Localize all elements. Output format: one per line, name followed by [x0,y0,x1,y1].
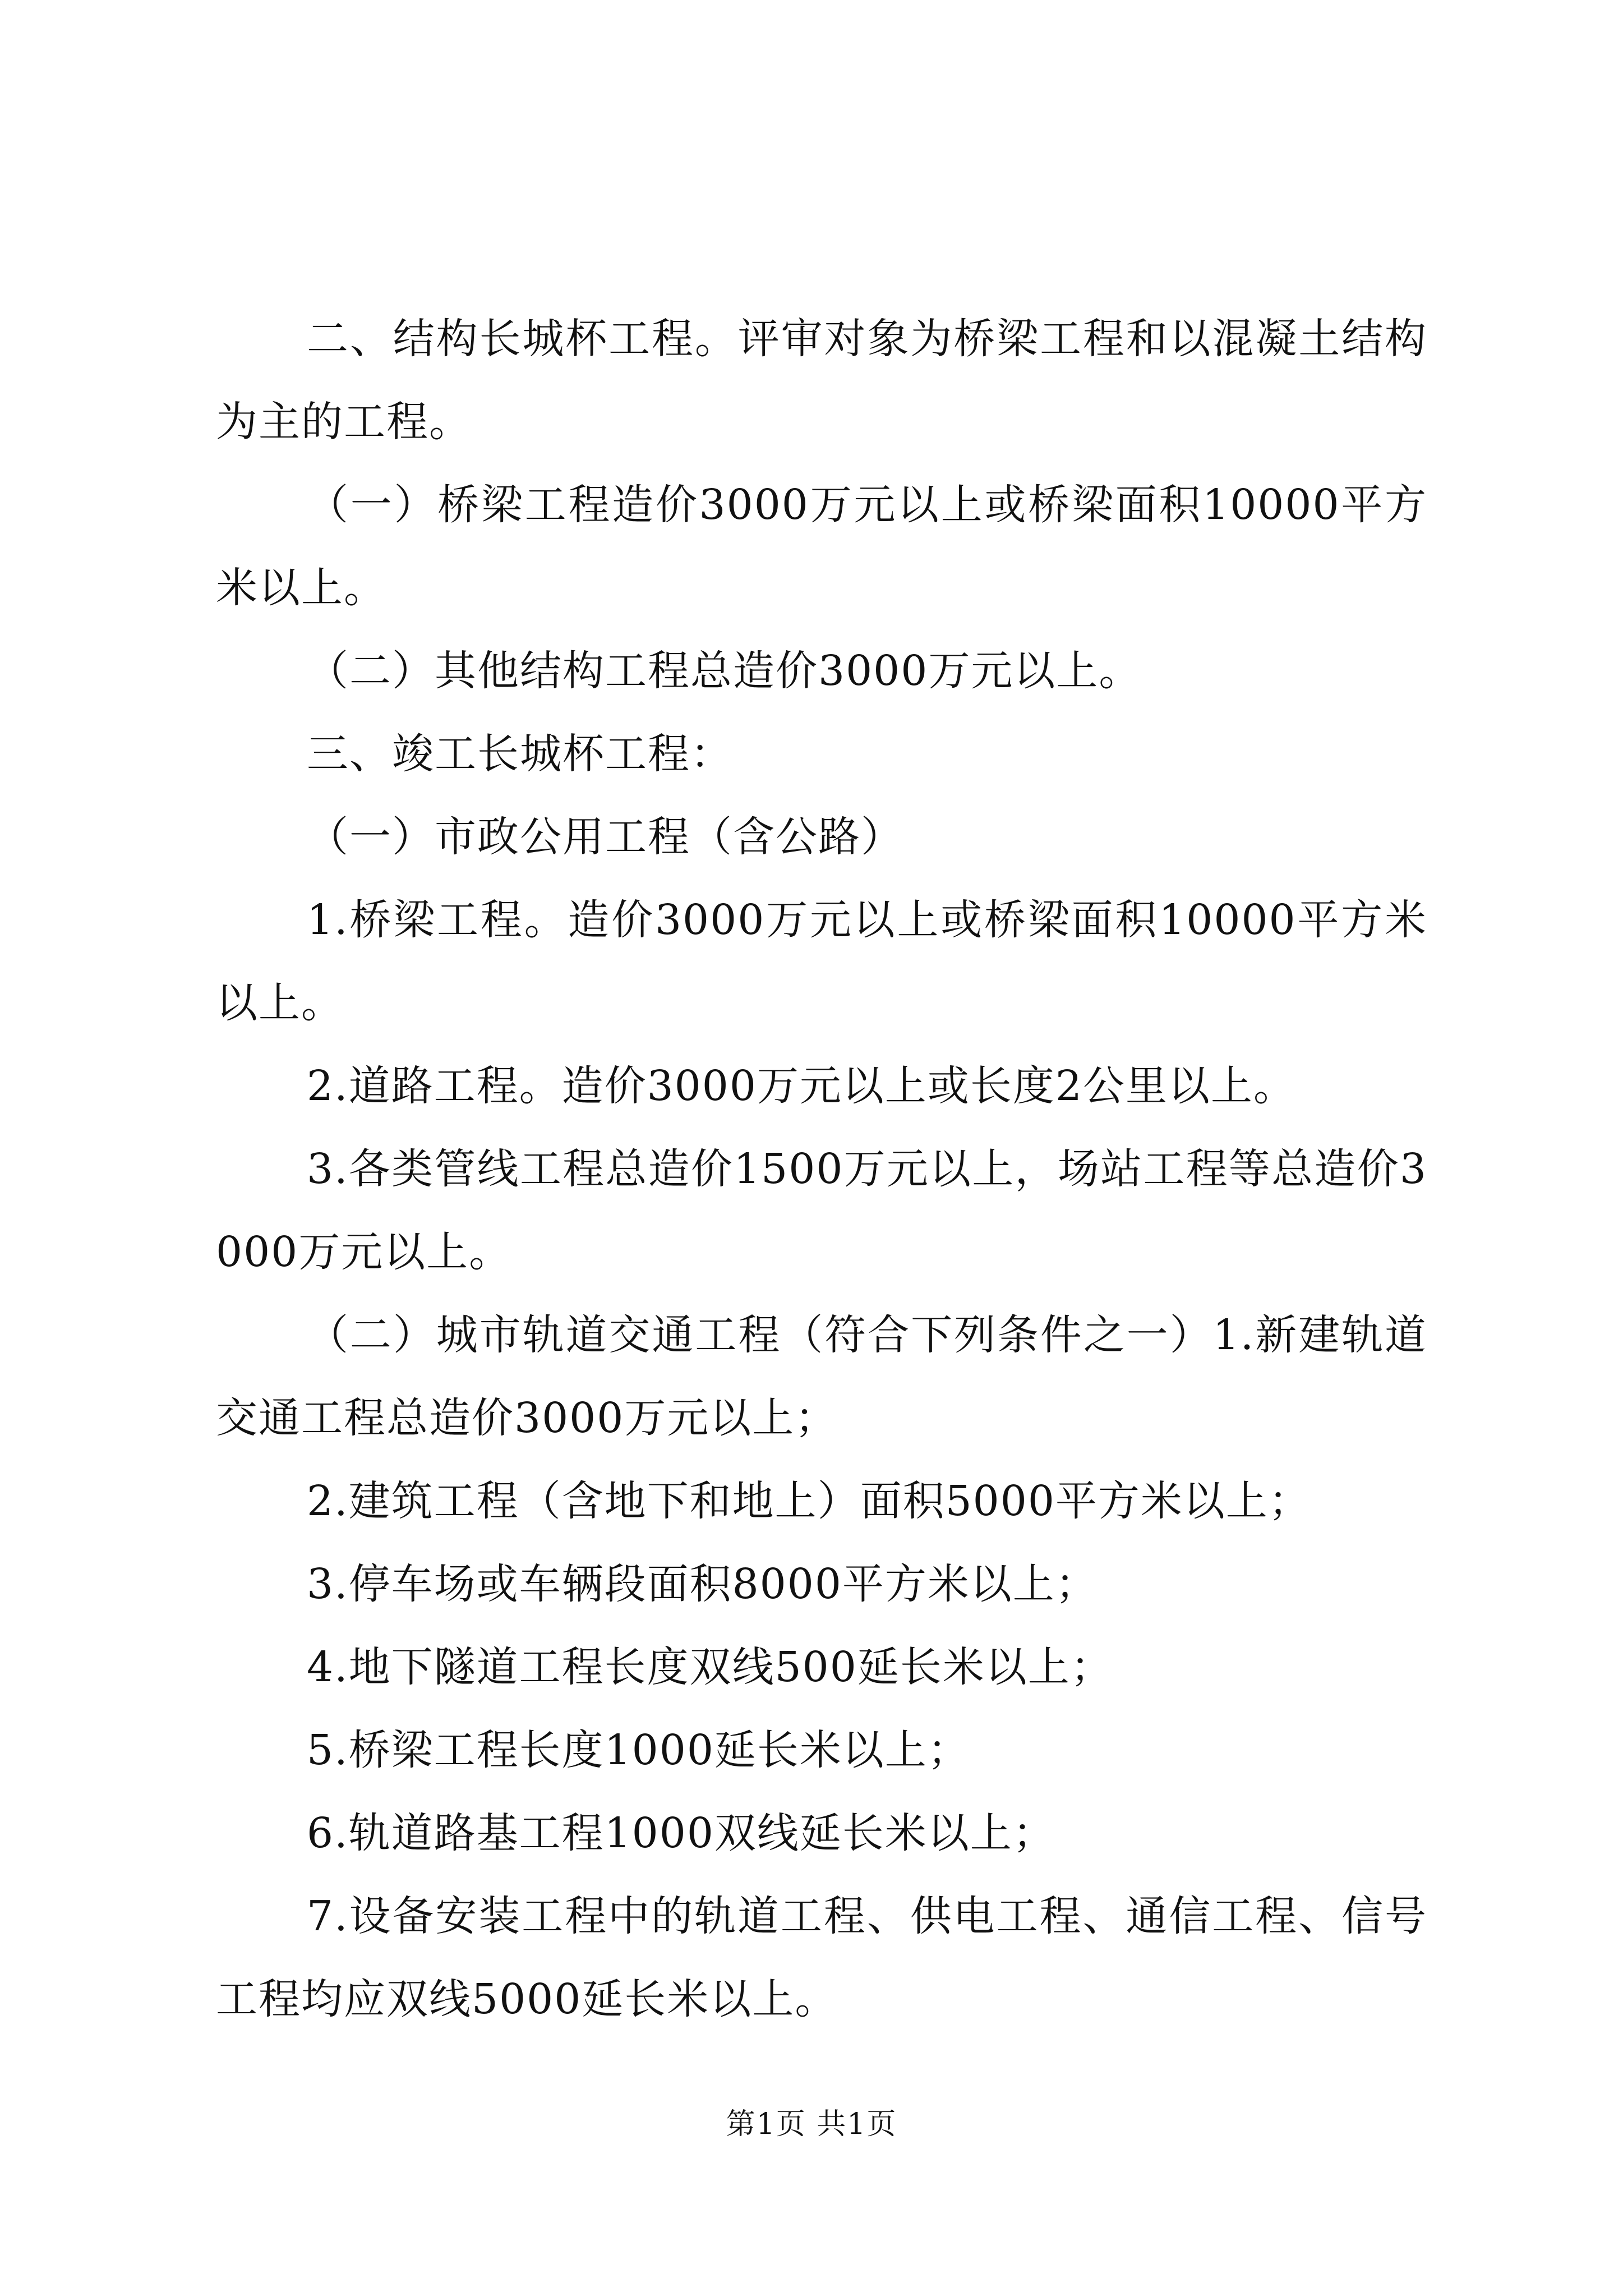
paragraph: 2.道路工程。造价3000万元以上或长度2公里以上。 [307,1062,1297,1110]
paragraph: 7.设备安装工程中的轨道工程、供电工程、通信工程、信号工程均应双线5000延长米以上。 [216,1892,1427,2023]
paragraph: 3.各类管线工程总造价1500万元以上，场站工程等总造价3000万元以上。 [216,1145,1427,1276]
paragraph: （二）其他结构工程总造价3000万元以上。 [307,647,1142,695]
paragraph: （二）城市轨道交通工程（符合下列条件之一）1.新建轨道交通工程总造价3000万元以上； [216,1311,1427,1442]
paragraph: （一）市政公用工程（含公路） [307,813,903,861]
paragraph: 3.停车场或车辆段面积8000平方米以上； [307,1560,1098,1608]
paragraph: 1.桥梁工程。造价3000万元以上或桥梁面积10000平方米以上。 [216,896,1427,1027]
paragraph: 4.地下隧道工程长度双线500延长米以上； [307,1643,1113,1691]
paragraph: 三、竣工长城杯工程： [307,730,733,778]
paragraph: 二、结构长城杯工程。评审对象为桥梁工程和以混凝土结构为主的工程。 [216,315,1427,446]
paragraph: 2.建筑工程（含地下和地上）面积5000平方米以上； [307,1477,1311,1525]
page-footer: 第1页 共1页 [726,2108,897,2141]
paragraph: （一）桥梁工程造价3000万元以上或桥梁面积10000平方米以上。 [216,481,1427,612]
document-body [216,297,1427,2041]
paragraph: 6.轨道路基工程1000双线延长米以上； [307,1809,1055,1857]
paragraph: 5.桥梁工程长度1000延长米以上； [307,1726,970,1774]
